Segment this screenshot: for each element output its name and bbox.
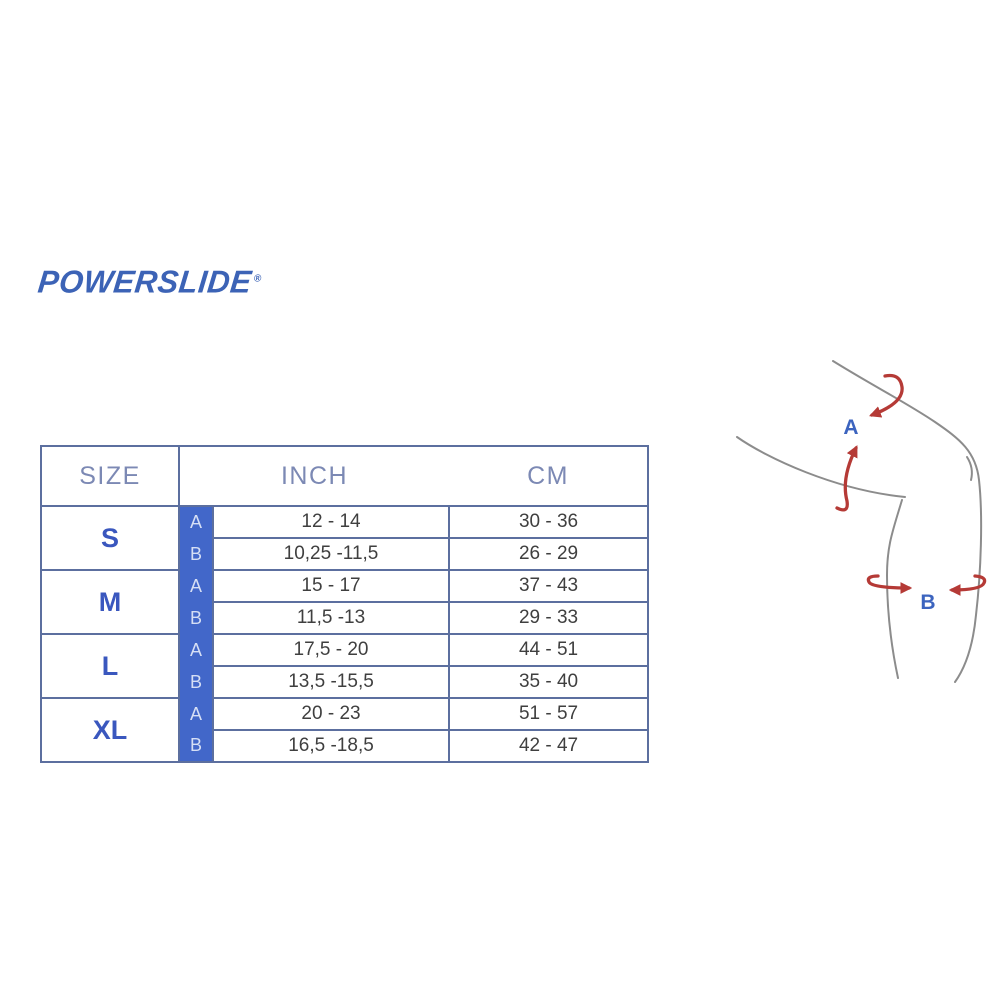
size-chart-table bbox=[40, 445, 649, 763]
cm-value-cell: 26 - 29 bbox=[449, 538, 648, 570]
table-row bbox=[41, 506, 648, 538]
measure-label-cell: B bbox=[179, 730, 213, 762]
column-header-cm: CM bbox=[449, 446, 648, 506]
powerslide-logo bbox=[36, 264, 263, 301]
measurement-arrow-b-left bbox=[868, 576, 909, 588]
size-cell-s: S bbox=[41, 506, 179, 570]
knee-crease-accent bbox=[967, 457, 972, 480]
measurement-arrow-a-upper bbox=[872, 375, 902, 415]
measurement-arrow-a-lower bbox=[837, 448, 856, 510]
cm-value-cell: 51 - 57 bbox=[449, 698, 648, 730]
cm-value-cell: 29 - 33 bbox=[449, 602, 648, 634]
diagram-label-a: A bbox=[843, 416, 859, 439]
cm-value-cell: 42 - 47 bbox=[449, 730, 648, 762]
inch-value-cell: 11,5 -13 bbox=[213, 602, 449, 634]
column-header-inch: INCH bbox=[179, 446, 449, 506]
inch-value-cell: 17,5 - 20 bbox=[213, 634, 449, 666]
measure-label-cell: B bbox=[179, 538, 213, 570]
measure-label-cell: B bbox=[179, 666, 213, 698]
inch-value-cell: 20 - 23 bbox=[213, 698, 449, 730]
measure-label-cell: A bbox=[179, 570, 213, 602]
registered-trademark-icon: ® bbox=[253, 272, 263, 285]
measure-label-cell: A bbox=[179, 506, 213, 538]
inch-value-cell: 10,25 -11,5 bbox=[213, 538, 449, 570]
size-cell-l: L bbox=[41, 634, 179, 698]
cm-value-cell: 30 - 36 bbox=[449, 506, 648, 538]
knee-measurement-diagram bbox=[725, 340, 995, 685]
measure-label-cell: A bbox=[179, 634, 213, 666]
logo-text: POWERSLIDE bbox=[36, 264, 254, 300]
measure-label-cell: B bbox=[179, 602, 213, 634]
cm-value-cell: 44 - 51 bbox=[449, 634, 648, 666]
thigh-front-outline bbox=[737, 437, 905, 497]
thigh-back-and-shin-outline bbox=[833, 361, 981, 682]
inch-value-cell: 13,5 -15,5 bbox=[213, 666, 449, 698]
cm-value-cell: 35 - 40 bbox=[449, 666, 648, 698]
table-row bbox=[41, 698, 648, 730]
cm-value-cell: 37 - 43 bbox=[449, 570, 648, 602]
header-row bbox=[41, 446, 648, 506]
size-cell-m: M bbox=[41, 570, 179, 634]
size-cell-xl: XL bbox=[41, 698, 179, 762]
column-header-size: SIZE bbox=[41, 446, 179, 506]
measure-label-cell: A bbox=[179, 698, 213, 730]
table-row bbox=[41, 634, 648, 666]
inch-value-cell: 15 - 17 bbox=[213, 570, 449, 602]
inch-value-cell: 12 - 14 bbox=[213, 506, 449, 538]
table-row bbox=[41, 570, 648, 602]
inch-value-cell: 16,5 -18,5 bbox=[213, 730, 449, 762]
diagram-label-b: B bbox=[920, 591, 936, 614]
